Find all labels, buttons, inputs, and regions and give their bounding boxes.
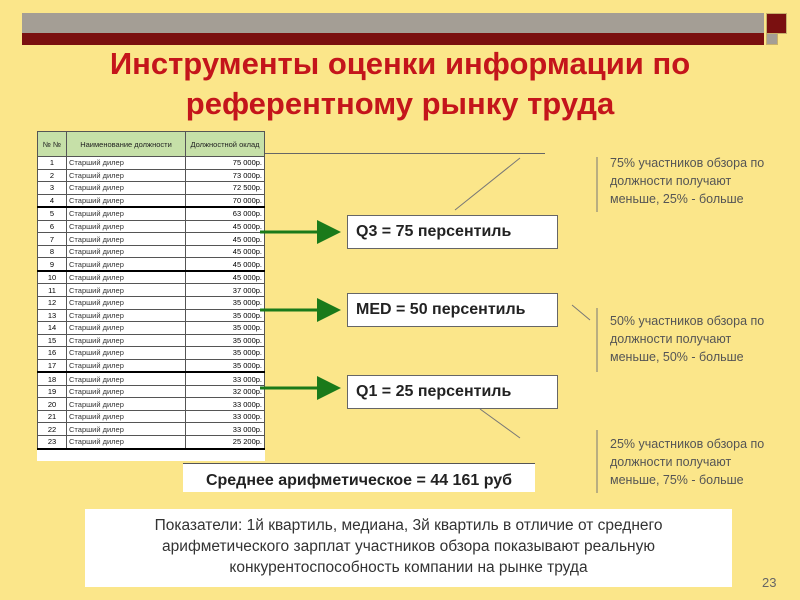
note-25-line: меньше, 75% - больше [610,473,744,487]
row-number: 20 [38,398,67,411]
note-50-line: должности получают [610,332,732,346]
row-number: 2 [38,169,67,182]
row-number: 9 [38,258,67,271]
row-number: 16 [38,347,67,360]
column-header-position: Наименование должности [67,132,186,157]
conclusion-line: конкурентоспособность компании на рынке труда [229,559,588,576]
row-number: 10 [38,271,67,284]
row-number: 8 [38,245,67,258]
note-75-line: меньше, 25% - больше [610,192,744,206]
row-salary: 35 000р. [186,359,265,372]
row-salary: 35 000р. [186,322,265,335]
row-position: Старший дилер [67,194,186,207]
row-salary: 35 000р. [186,347,265,360]
conclusion-line: Показатели: 1й квартиль, медиана, 3й квартиль в отличие от среднего [154,517,663,534]
row-salary: 32 000р. [186,385,265,398]
column-header-salary: Должностной оклад [186,132,265,157]
row-salary: 72 500р. [186,182,265,195]
bracket-mid-line [572,305,590,320]
row-salary: 33 000р. [186,423,265,436]
row-position: Старший дилер [67,309,186,322]
row-salary: 33 000р. [186,398,265,411]
row-salary: 25 200р. [186,436,265,449]
row-number: 22 [38,423,67,436]
row-position: Старший дилер [67,410,186,423]
row-salary: 45 000р. [186,258,265,271]
row-position: Старший дилер [67,385,186,398]
conclusion-line: арифметического зарплат участников обзора показывают реальную [162,538,655,555]
row-position: Старший дилер [67,284,186,297]
row-salary: 70 000р. [186,194,265,207]
row-position: Старший дилер [67,347,186,360]
row-salary: 45 000р. [186,233,265,246]
column-header-number: № № [38,132,67,157]
row-number: 13 [38,309,67,322]
row-number: 3 [38,182,67,195]
average-salary: Среднее арифметическое = 44 161 руб [183,463,535,492]
row-salary: 33 000р. [186,372,265,385]
row-position: Старший дилер [67,423,186,436]
row-salary: 35 000р. [186,334,265,347]
note-50-line: меньше, 50% - больше [610,350,744,364]
note-75-line: 75% участников обзора по [610,156,765,170]
row-position: Старший дилер [67,245,186,258]
row-position: Старший дилер [67,334,186,347]
row-position: Старший дилер [67,157,186,170]
row-position: Старший дилер [67,182,186,195]
row-salary: 45 000р. [186,245,265,258]
page-number: 23 [762,575,777,590]
median-box: MED = 50 персентиль [347,293,558,327]
row-position: Старший дилер [67,398,186,411]
row-salary: 33 000р. [186,410,265,423]
row-number: 5 [38,207,67,220]
row-number: 4 [38,194,67,207]
conclusion-box [85,509,732,587]
row-number: 6 [38,220,67,233]
row-position: Старший дилер [67,322,186,335]
row-salary: 45 000р. [186,271,265,284]
row-number: 19 [38,385,67,398]
row-salary: 35 000р. [186,297,265,310]
row-number: 23 [38,436,67,449]
row-salary: 35 000р. [186,309,265,322]
row-salary: 37 000р. [186,284,265,297]
row-salary: 75 000р. [186,157,265,170]
row-number: 15 [38,334,67,347]
row-number: 21 [38,410,67,423]
note-50-line: 50% участников обзора по [610,314,765,328]
row-position: Старший дилер [67,207,186,220]
row-number: 14 [38,322,67,335]
row-number: 11 [38,284,67,297]
row-position: Старший дилер [67,220,186,233]
row-salary: 63 000р. [186,207,265,220]
row-number: 12 [38,297,67,310]
slide-title: Инструменты оценки информации по референтному рынку труда [109,46,691,121]
row-position: Старший дилер [67,359,186,372]
note-25-line: 25% участников обзора по [610,437,765,451]
row-number: 1 [38,157,67,170]
row-salary: 73 000р. [186,169,265,182]
row-number: 17 [38,359,67,372]
row-position: Старший дилер [67,372,186,385]
row-position: Старший дилер [67,169,186,182]
bracket-top-line [455,158,520,210]
row-salary: 45 000р. [186,220,265,233]
note-75-line: должности получают [610,174,732,188]
row-position: Старший дилер [67,271,186,284]
row-position: Старший дилер [67,258,186,271]
bracket-low-line [480,409,520,438]
note-25-line: должности получают [610,455,732,469]
row-position: Старший дилер [67,436,186,449]
q3-box: Q3 = 75 персентиль [347,215,558,249]
row-position: Старший дилер [67,233,186,246]
q1-box: Q1 = 25 персентиль [347,375,558,409]
row-position: Старший дилер [67,297,186,310]
row-number: 18 [38,372,67,385]
row-number: 7 [38,233,67,246]
